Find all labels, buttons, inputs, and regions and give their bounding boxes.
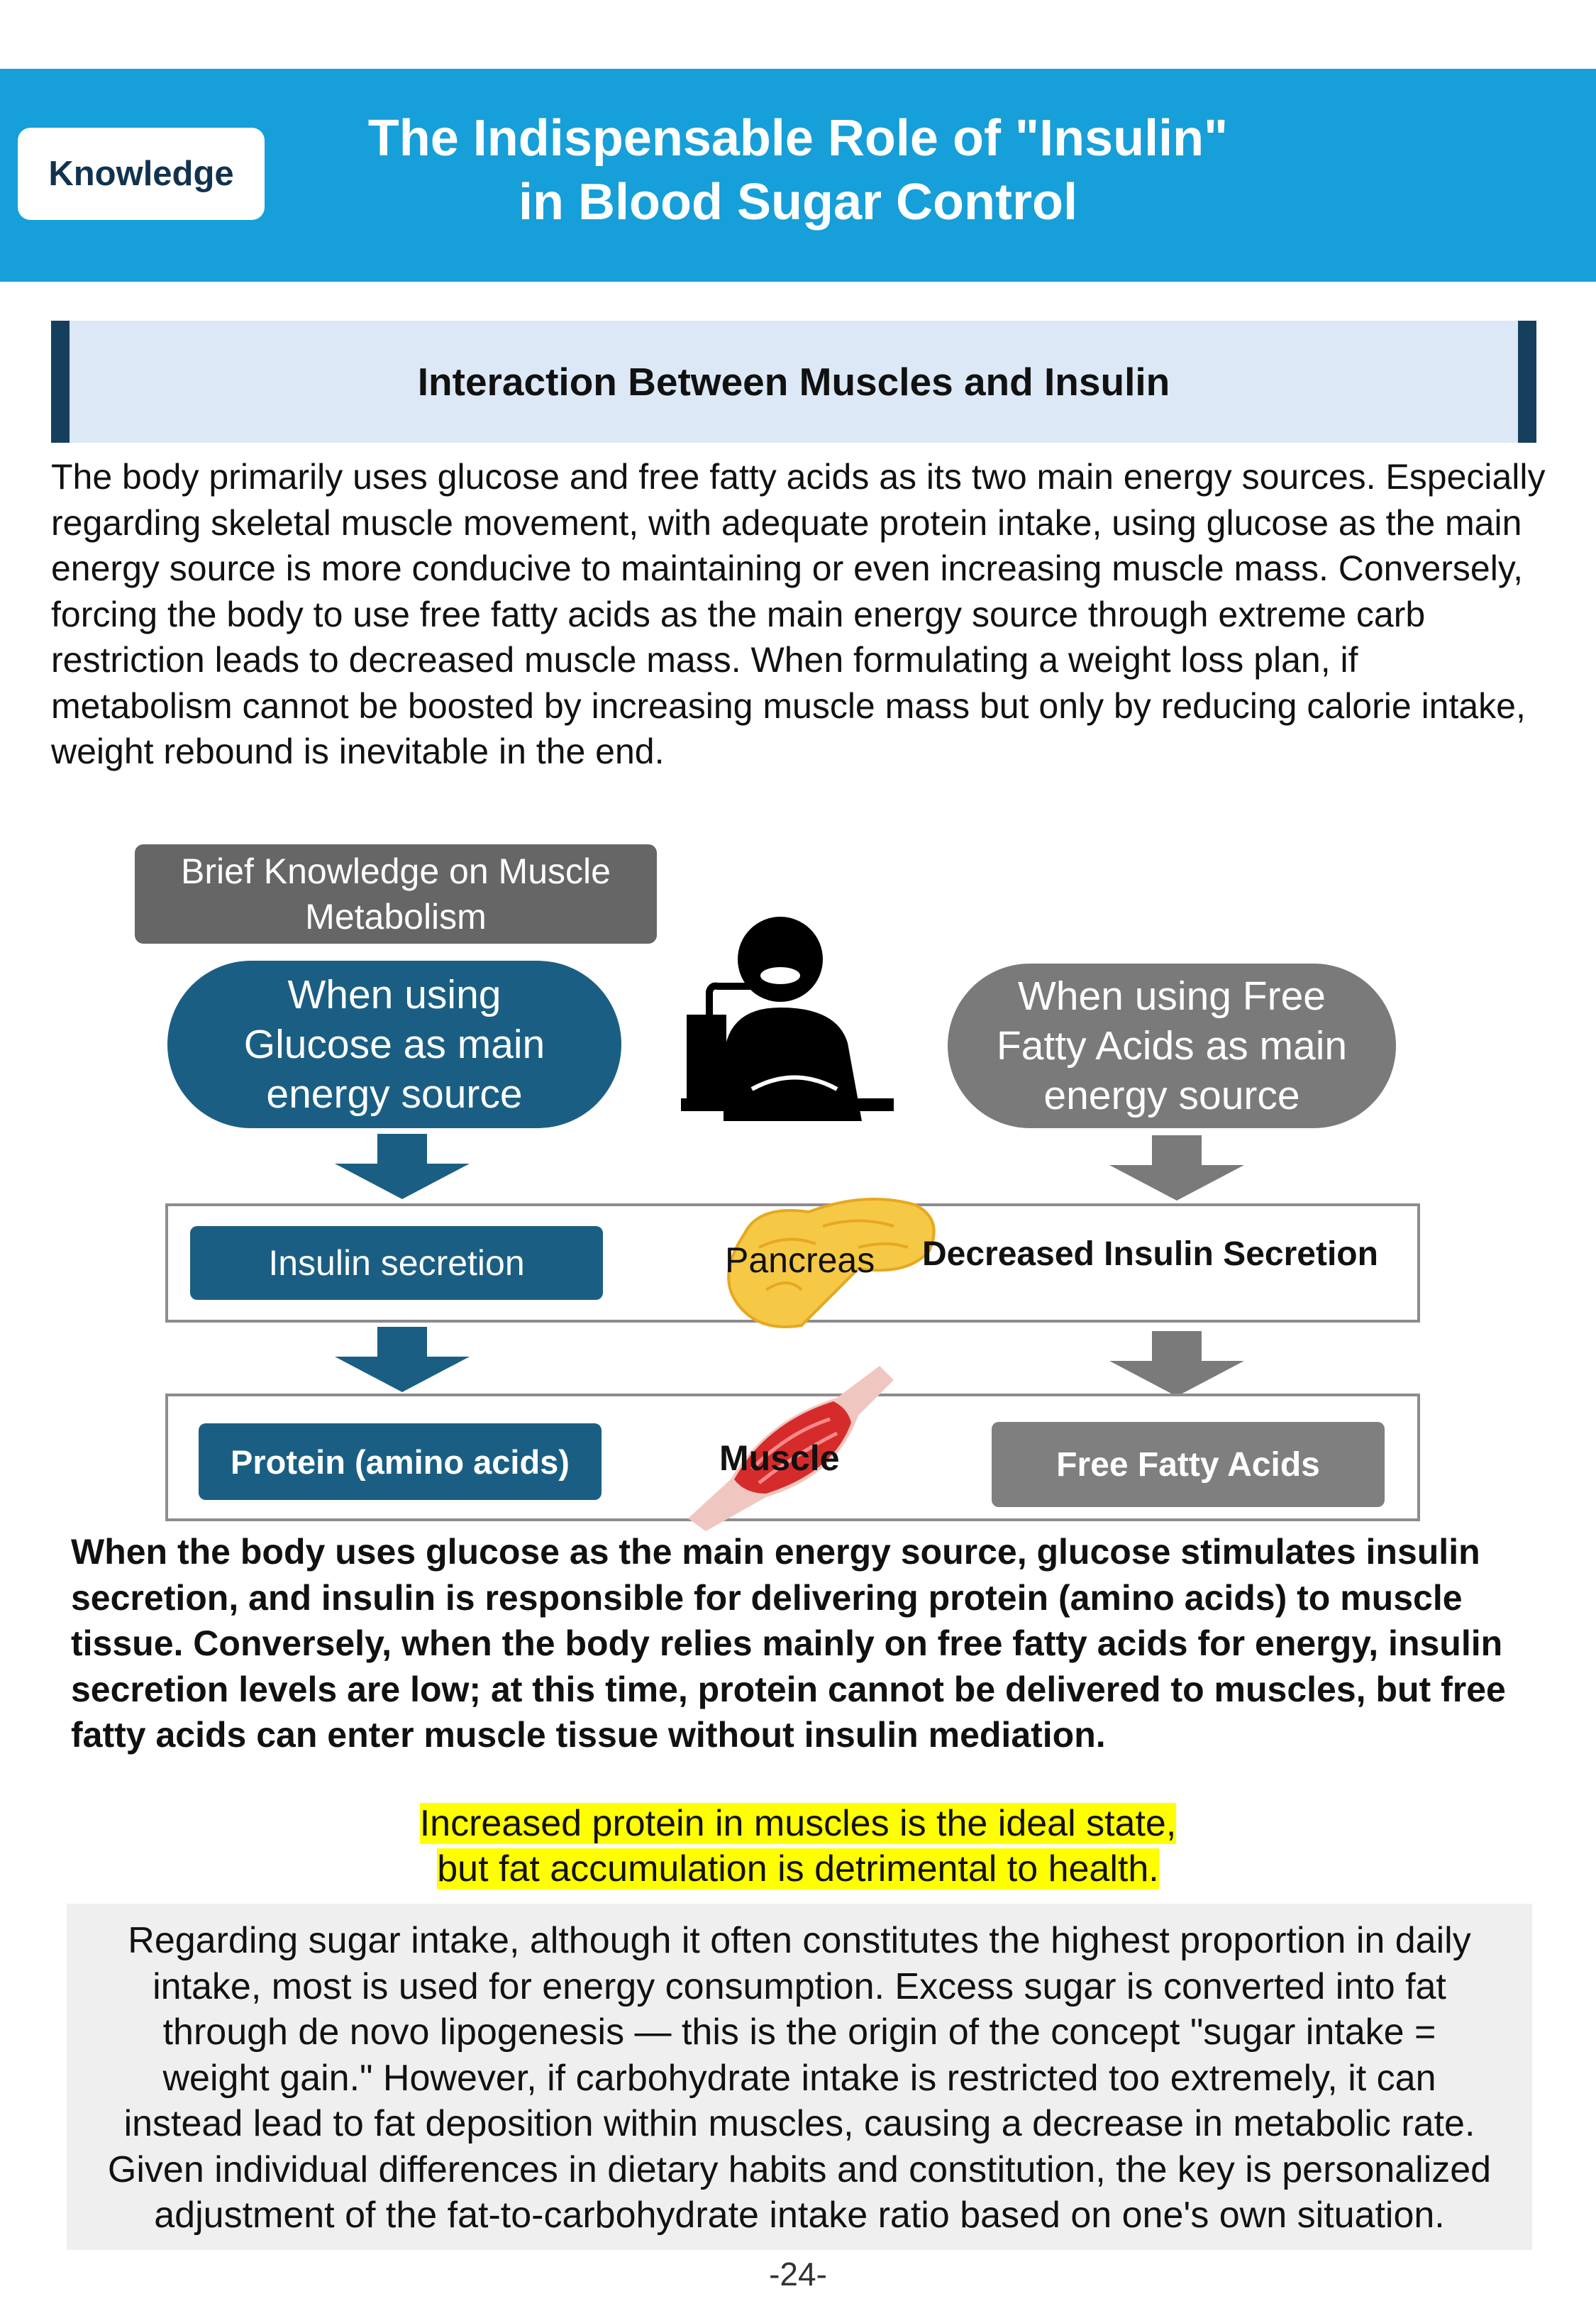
- down-arrow-ffa-2: [1109, 1331, 1244, 1396]
- page-title: [270, 106, 1326, 234]
- note-line: adjustment of the fat-to-carbohydrate intake ratio based on one's own situation.: [154, 2195, 1445, 2236]
- page-title-line1: The Indispensable Role of "Insulin": [367, 110, 1229, 167]
- glucose-pill-line3: energy source: [266, 1071, 523, 1117]
- glucose-pill-line1: When using: [287, 972, 501, 1017]
- sugar-intake-note: [67, 1904, 1532, 2250]
- highlight-line2: but fat accumulation is detrimental to health.: [437, 1848, 1159, 1890]
- section-title: Interaction Between Muscles and Insulin: [417, 360, 1170, 404]
- note-line: Given individual differences in dietary habits and constitution, the key is personalized: [107, 2148, 1492, 2190]
- down-arrow-glucose-1: [335, 1134, 470, 1199]
- fatty-acid-source-pill: [948, 964, 1396, 1128]
- down-arrow-glucose-2: [335, 1327, 470, 1392]
- brief-knowledge-label: [135, 844, 657, 944]
- glucose-pill-line2: Glucose as main: [243, 1022, 545, 1067]
- section-heading: [51, 321, 1536, 443]
- glucose-source-pill: [167, 961, 621, 1128]
- muscle-label: Muscle: [719, 1438, 840, 1478]
- highlight-note: [284, 1801, 1312, 1892]
- insulin-secretion-box: Insulin secretion: [190, 1226, 603, 1300]
- ffa-pill-line3: energy source: [1043, 1073, 1300, 1118]
- person-eating-icon: [681, 908, 908, 1121]
- down-arrow-ffa-1: [1109, 1135, 1244, 1201]
- page-number: -24-: [769, 2256, 827, 2293]
- note-line: instead lead to fat deposition within muscles, causing a decrease in metabolic rate.: [123, 2103, 1475, 2144]
- pancreas-label: Pancreas: [725, 1240, 875, 1280]
- decreased-insulin-label: Decreased Insulin Secretion: [922, 1235, 1378, 1273]
- brief-line1: Brief Knowledge on Muscle: [181, 851, 611, 891]
- note-line: Regarding sugar intake, although it often constitutes the highest proportion in daily: [128, 1920, 1471, 1961]
- note-line: weight gain." However, if carbohydrate intake is restricted too extremely, it can: [162, 2057, 1436, 2099]
- highlight-line1: Increased protein in muscles is the ideal state,: [419, 1803, 1177, 1844]
- note-line: intake, most is used for energy consumption. Excess sugar is converted into fat: [153, 1965, 1446, 2007]
- page-title-line2: in Blood Sugar Control: [519, 174, 1077, 231]
- protein-box: Protein (amino acids): [199, 1423, 602, 1500]
- note-line: through de novo lipogenesis — this is the origin of the concept "sugar intake =: [162, 2012, 1436, 2053]
- ffa-pill-line2: Fatty Acids as main: [996, 1023, 1348, 1069]
- free-fatty-acids-box: Free Fatty Acids: [992, 1422, 1385, 1507]
- brief-line2: Metabolism: [305, 897, 487, 937]
- ffa-pill-line1: When using Free: [1017, 973, 1326, 1019]
- knowledge-badge: Knowledge: [18, 128, 265, 220]
- mechanism-paragraph: When the body uses glucose as the main energy source, glucose stimulates insulin secretion, and insulin is responsible for delivering protein (amino acids) to muscle tissue. Conversely, when the body relies mainly on free fatty acids for energy, insulin secretion levels are low; at this time, protein cannot be delivered to muscles, but free fatty acids can enter muscle tissue without insulin mediation.: [71, 1532, 1506, 1755]
- intro-paragraph: The body primarily uses glucose and free fatty acids as its two main energy sources. Especially regarding skeletal muscle movement, with adequate protein intake, using glucose as the main energy source is more conducive to maintaining or even increasing muscle mass. Conversely, forcing the body to use free fatty acids as the main energy source through extreme carb restriction leads to decreased muscle mass. When formulating a weight loss plan, if metabolism cannot be boosted by increasing muscle mass but only by reducing calorie intake, weight rebound is inevitable in the end.: [51, 457, 1546, 771]
